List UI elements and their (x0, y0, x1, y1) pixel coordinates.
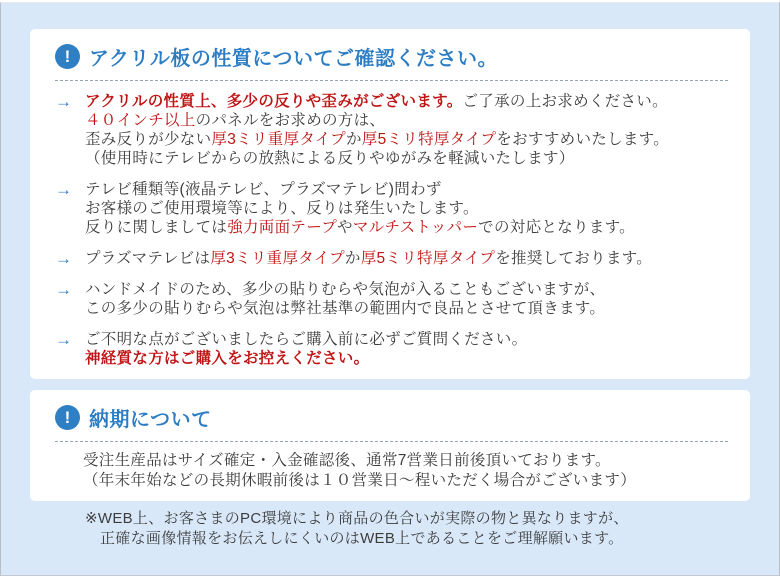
bullet-line (85, 111, 669, 130)
delivery-text (30, 442, 750, 490)
text-segment: この多少の貼りむらや気泡は弊社基準の範囲内で良品とさせて頂きます。 (85, 300, 606, 317)
text-segment: お客様のご使用環境等により、反りは発生いたします。 (85, 200, 479, 217)
text-segment: ご了承の上お求めください。 (462, 93, 668, 110)
text-segment: か (345, 131, 362, 148)
text-segment: プラズマテレビは (85, 250, 211, 267)
highlight-text: 強力両面テープ (227, 219, 338, 236)
delivery-line: 受注生産品はサイズ確定・入金確認後、通常7営業日前後頂いております。 (83, 452, 611, 469)
text-segment: や (337, 219, 353, 236)
text-segment: 歪み反りが少ない (85, 131, 212, 148)
arrow-bullet-icon: → (55, 330, 72, 349)
bullet-text (85, 280, 605, 318)
text-segment: を推奨しております。 (495, 250, 652, 267)
arrow-bullet-icon: → (55, 92, 72, 111)
bullet-line (85, 199, 635, 218)
bullet-line (85, 92, 669, 111)
highlight-text: 厚5ミリ特厚タイプ (360, 250, 496, 267)
bullet-tv-types (55, 180, 732, 237)
bullet-questions (55, 330, 732, 368)
text-segment: での対応となります。 (478, 219, 635, 236)
highlight-text: 神経質な方はご購入をお控えください。 (85, 350, 370, 367)
exclamation-icon: ! (55, 405, 80, 430)
text-segment: ご不明な点がございましたらご購入前に必ずご質問ください。 (85, 331, 528, 348)
highlight-text: 厚3ミリ重厚タイプ (210, 250, 345, 267)
bullet-line (85, 299, 605, 318)
delivery-section-header (30, 390, 750, 432)
acrylic-bullet-list (30, 81, 750, 368)
acrylic-section-header (30, 29, 750, 71)
delivery-line: （年末年始などの長期休暇前後は１０営業日～程いただく場合がございます） (83, 471, 637, 489)
delivery-section-title: 納期について (89, 409, 212, 431)
text-segment: 反りに関しましては (85, 219, 228, 236)
bullet-line (85, 149, 669, 168)
highlight-text: ４０インチ以上 (85, 112, 196, 129)
notice-panel (0, 2, 780, 576)
bullet-plasma-recommend (55, 249, 732, 268)
bullet-text (85, 92, 669, 168)
bullet-line (85, 330, 527, 349)
text-segment: のパネルをお求めの方は、 (195, 112, 386, 129)
text-segment: ハンドメイドのため、多少の貼りむらや気泡が入ることもございますが、 (85, 281, 606, 298)
arrow-bullet-icon: → (55, 280, 72, 299)
acrylic-section-title: アクリル板の性質についてご確認ください。 (89, 48, 498, 70)
bullet-line (85, 280, 605, 299)
bullet-text (85, 180, 635, 237)
highlight-text: アクリルの性質上、多少の反りや歪みがございます。 (85, 93, 463, 110)
disclaimer-line: ※WEB上、お客さまのPC環境により商品の色合いが実際の物と異なりますが、 (85, 510, 629, 527)
disclaimer-line: 正確な画像情報をお伝えしにくいのはWEB上であることをご理解願います。 (100, 530, 624, 547)
highlight-text: 厚5ミリ特厚タイプ (361, 131, 497, 148)
bullet-line (85, 130, 669, 149)
bullet-warp-notice (55, 92, 732, 168)
text-segment: をおすすめいたします。 (496, 131, 670, 148)
acrylic-properties-card (30, 29, 750, 379)
highlight-text: 厚3ミリ重厚タイプ (211, 131, 346, 148)
text-segment: テレビ種類等(液晶テレビ、プラズマテレビ)問わず (85, 181, 442, 198)
bullet-line (85, 249, 652, 268)
text-segment: か (344, 250, 361, 267)
web-color-disclaimer (1, 509, 780, 549)
text-segment: （使用時にテレビからの放熱による反りやゆがみを軽減いたします） (85, 150, 575, 167)
arrow-bullet-icon: → (55, 249, 72, 268)
bullet-line (85, 349, 527, 368)
bullet-handmade (55, 280, 732, 318)
delivery-card (30, 390, 750, 501)
arrow-bullet-icon: → (55, 180, 72, 199)
bullet-text (85, 330, 527, 368)
exclamation-icon: ! (55, 44, 80, 69)
bullet-line (85, 218, 635, 237)
bullet-text (85, 249, 652, 268)
bullet-line (85, 180, 635, 199)
highlight-text: マルチストッパー (352, 219, 479, 236)
